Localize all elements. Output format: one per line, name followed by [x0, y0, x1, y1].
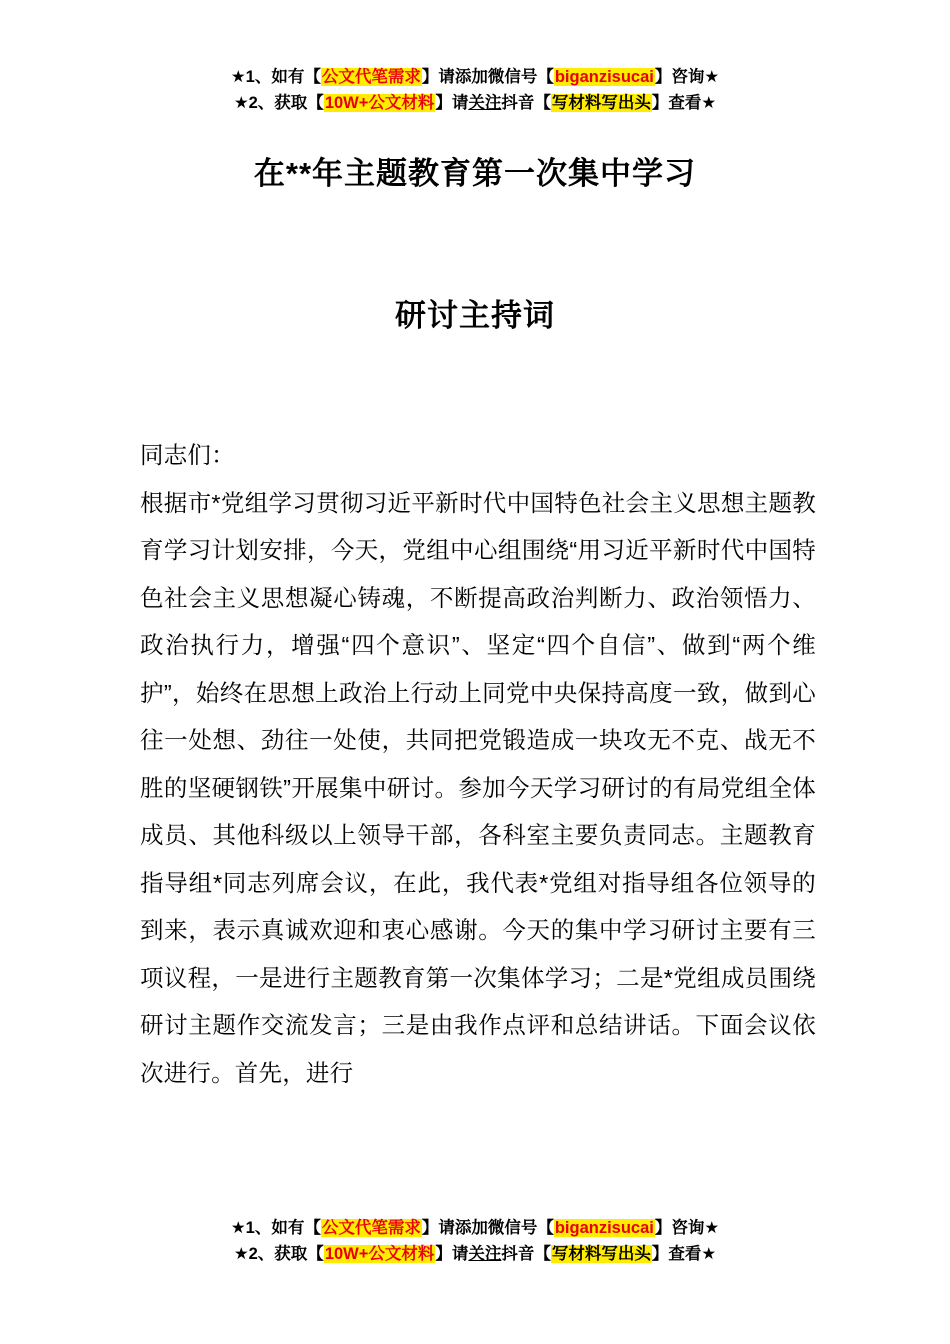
promo-top-line2-highlight1: 10W+公文材料 [324, 94, 435, 112]
star-icon-left: ★ [230, 68, 246, 86]
promo-banner-bottom [0, 1215, 950, 1267]
document-title-line-1: 在**年主题教育第一次集中学习 [253, 156, 697, 191]
promo-top-line2-mid2: 抖音【 [501, 94, 551, 112]
promo-top-line2-mid1: 】请 [435, 94, 469, 112]
promo-top-line1-highlight2: biganzisucai [554, 68, 654, 86]
promo-top-line1-mid2: 】咨询 [654, 68, 705, 86]
promo-top-line2-mid3: 】查看 [651, 94, 702, 112]
promo-bottom-line1-highlight2: biganzisucai [554, 1219, 654, 1237]
star-icon-right-4: ★ [701, 1245, 717, 1263]
promo-bottom-line1-mid1: 】请添加微信号【 [421, 1219, 554, 1237]
document-title-line-2: 研讨主持词 [395, 298, 555, 333]
promo-banner-top [0, 64, 950, 116]
promo-bottom-line1-highlight1: 公文代笔需求 [321, 1219, 421, 1237]
promo-bottom-line-1 [0, 1215, 950, 1241]
promo-bottom-line2-mid2: 抖音【 [501, 1245, 551, 1263]
promo-top-line-2 [0, 90, 950, 116]
star-icon-left-4: ★ [233, 1245, 249, 1263]
promo-top-line1-mid1: 】请添加微信号【 [421, 68, 554, 86]
promo-bottom-line1-mid2: 】咨询 [654, 1219, 705, 1237]
promo-top-line1-highlight1: 公文代笔需求 [321, 68, 421, 86]
star-icon-right: ★ [704, 68, 720, 86]
promo-top-line1-prefix: 1、如有【 [245, 68, 321, 86]
promo-top-line2-prefix: 2、获取【 [248, 94, 324, 112]
promo-bottom-line2-underline: 关注 [468, 1245, 502, 1263]
salutation-paragraph: 同志们： [140, 442, 235, 468]
promo-bottom-line2-prefix: 2、获取【 [248, 1245, 324, 1263]
body-paragraph-1: 根据市*党组学习贯彻习近平新时代中国特色社会主义思想主题教育学习计划安排，今天，党组中心组围绕“用习近平新时代中国特色社会主义思想凝心铸魂，不断提高政治判断力、政治领悟力、政治执行力，增强“四个意识”、坚定“四个自信”、做到“两个维护”，始终在思想上政治上行动上同党中央保持高度一致，做到心往一处想、劲往一处使，共同把党锻造成一块攻无不克、战无不胜的坚硬钢铁”开展集中研讨。参加今天学习研讨的有局党组全体成员、其他科级以上领导干部，各科室主要负责同志。主题教育指导组*同志列席会议，在此，我代表*党组对指导组各位领导的到来，表示真诚欢迎和衷心感谢。今天的集中学习研讨主要有三项议程，一是进行主题教育第一次集体学习；二是*党组成员围绕研讨主题作交流发言；三是由我作点评和总结讲话。下面会议依次进行。首先，进行 [140, 489, 816, 1086]
promo-top-line2-highlight2: 写材料写出头 [551, 94, 651, 112]
promo-top-line2-underline: 关注 [468, 94, 502, 112]
star-icon-right-2: ★ [701, 94, 717, 112]
promo-bottom-line2-mid3: 】查看 [651, 1245, 702, 1263]
promo-bottom-line-2 [0, 1241, 950, 1267]
star-icon-right-3: ★ [704, 1219, 720, 1237]
promo-bottom-line1-prefix: 1、如有【 [245, 1219, 321, 1237]
promo-bottom-line2-highlight2: 写材料写出头 [551, 1245, 651, 1263]
promo-top-line-1 [0, 64, 950, 90]
document-body [140, 432, 816, 1097]
star-icon-left-2: ★ [233, 94, 249, 112]
promo-bottom-line2-mid1: 】请 [435, 1245, 469, 1263]
star-icon-left-3: ★ [230, 1219, 246, 1237]
promo-bottom-line2-highlight1: 10W+公文材料 [324, 1245, 435, 1263]
